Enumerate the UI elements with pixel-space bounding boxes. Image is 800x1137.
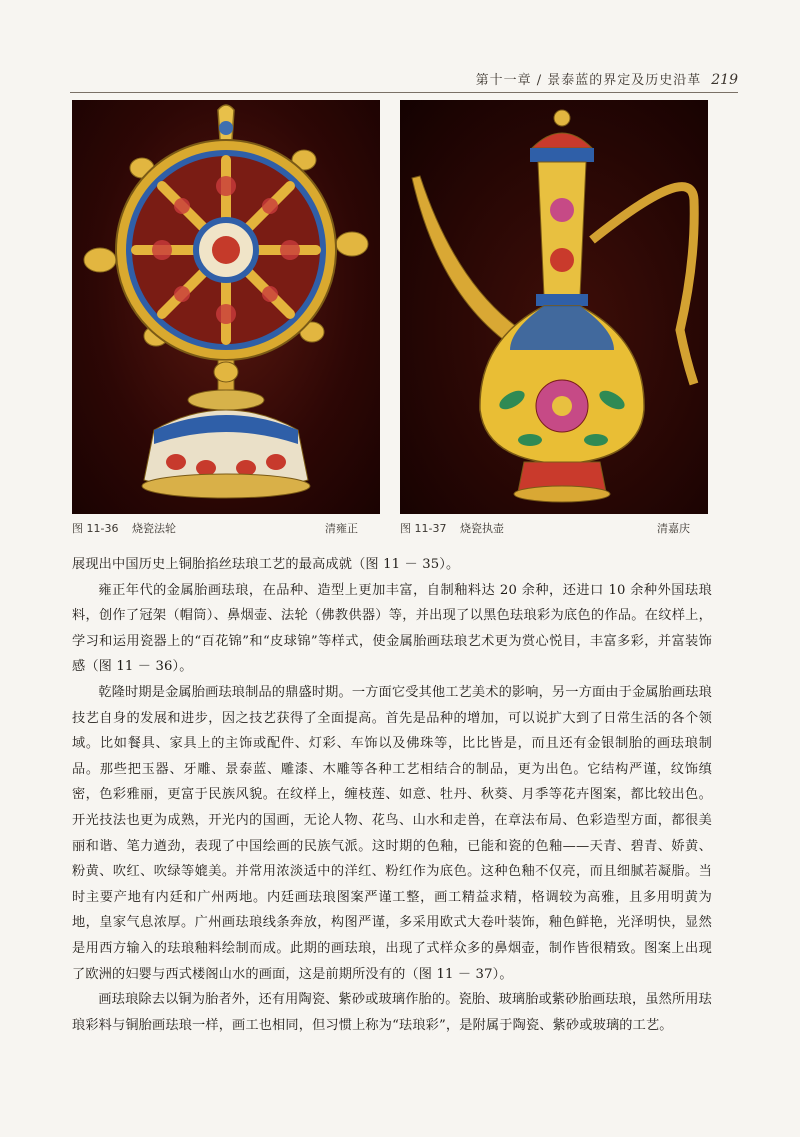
- dharma-wheel-image: [72, 100, 380, 514]
- figure-id: 图 11-36: [72, 522, 119, 535]
- chapter-title: 第十一章 / 景泰蓝的界定及历史沿革: [475, 73, 702, 88]
- figure-period: 清雍正: [325, 522, 358, 535]
- figure-11-36-caption: [72, 520, 358, 536]
- paragraph: 展现出中国历史上铜胎掐丝珐琅工艺的最高成就（图 11 － 35）。: [72, 557, 460, 572]
- ewer-image: [400, 100, 708, 514]
- figure-id: 图 11-37: [400, 522, 447, 535]
- paragraph: 乾隆时期是金属胎画珐琅制品的鼎盛时期。一方面它受其他工艺美术的影响，另一方面由于金属胎画珐琅技艺自身的发展和进步，因之技艺获得了全面提高。首先是品种的增加，可以说扩大到了日常生活的各个领域。比如餐具、家具上的主饰或配件、灯彩、车饰以及佛珠等，比比皆是，而且还有金银制胎的画珐琅制品。那些把玉器、牙雕、景泰蓝、雕漆、木雕等各种工艺相结合的制品，更为出色。它结构严谨，纹饰缜密，色彩雅丽，更富于民族风貌。在纹样上，缠枝莲、如意、牡丹、秋葵、月季等花卉图案，都比较出色。开光技法也更为成熟，开光内的国画，无论人物、花鸟、山水和走兽，在章法布局、色彩造型方面，都很美丽和谐、笔力遒劲，表现了中国绘画的民族气派。这时期的色釉，已能和瓷的色釉——天青、碧青、娇黄、粉黄、吹红、吹绿等媲美。并常用浓淡适中的洋红、粉红作为底色。这种色釉不仅亮，而且细腻若凝脂。当时主要产地有内廷和广州两地。内廷画珐琅图案严谨工整，画工精益求精，格调较为高雅，且多用明黄为地，皇家气息浓厚。广州画珐琅线条奔放，构图严谨，多采用欧式大卷叶装饰，釉色鲜艳，光泽明快，显然是用西方输入的珐琅釉料绘制而成。此期的画珐琅，出现了式样众多的鼻烟壶，制作皆很精致。图案上出现了欧洲的妇婴与西式楼阁山水的画面，这是前期所没有的（图 11 － 37）。: [72, 684, 712, 982]
- figure-11-36-photo: [72, 100, 380, 514]
- figure-period: 清嘉庆: [657, 522, 690, 535]
- body-text: [72, 552, 712, 1038]
- running-header: [70, 66, 738, 93]
- page-number: 219: [711, 72, 738, 88]
- figure-11-37-caption: [400, 520, 690, 536]
- figure-title: 烧瓷执壶: [459, 522, 504, 535]
- figure-title: 烧瓷法轮: [131, 522, 176, 535]
- paragraph: 雍正年代的金属胎画珐琅，在品种、造型上更加丰富，自制釉料达 20 余种，还进口 10 余种外国珐琅料，创作了冠架（帽筒）、鼻烟壶、法轮（佛教供器）等，并出现了以黑色珐琅彩为底色的作品。在纹样上，学习和运用瓷器上的“百花锦”和“皮球锦”等样式，使金属胎画珐琅艺术更为赏心悦目，丰富多彩，并富装饰感（图 11 － 36）。: [72, 582, 712, 675]
- paragraph: 画珐琅除去以铜为胎者外，还有用陶瓷、紫砂或玻璃作胎的。瓷胎、玻璃胎或紫砂胎画珐琅，虽然所用珐琅彩料与铜胎画珐琅一样，画工也相同，但习惯上称为“珐琅彩”，是附属于陶瓷、紫砂或玻璃的工艺。: [72, 992, 712, 1033]
- figure-11-37-photo: [400, 100, 708, 514]
